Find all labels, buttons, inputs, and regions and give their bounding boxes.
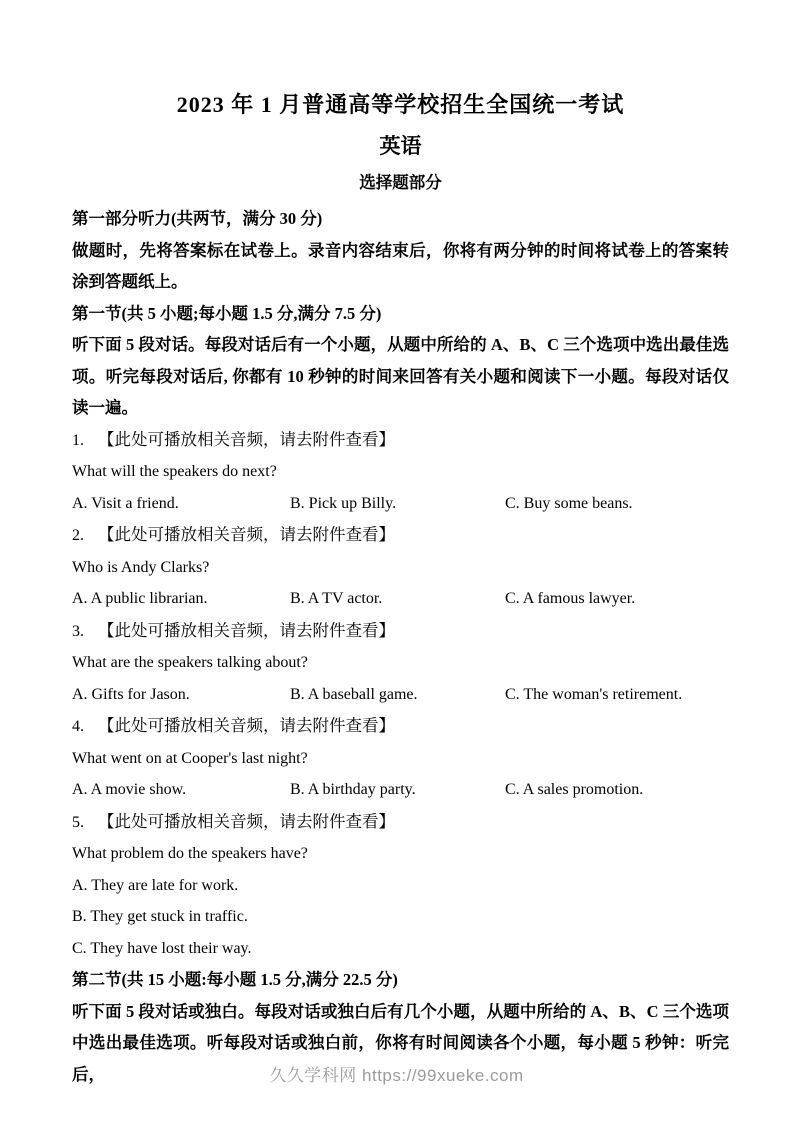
question-number: 5. — [72, 813, 84, 831]
watermark-text: 久久学科网 https://99xueke.com — [269, 1066, 524, 1085]
section1-heading: 第一节(共 5 小题;每小题 1.5 分,满分 7.5 分) — [72, 303, 382, 323]
question-3-options — [72, 679, 729, 711]
question-3-number-line — [72, 615, 729, 648]
question-number: 4. — [72, 718, 84, 735]
section1-instructions: 听下面 5 段对话。每段对话后有一个小题，从题中所给的 A、B、C 三个选项中选出最佳选项。听完每段对话后, 你都有 10 秒钟的时间来回答有关小题和阅读下一小题。每段对话仅读一遍。 — [72, 335, 729, 417]
audio-placeholder: 【此处可播放相关音频，请去附件查看】 — [98, 525, 395, 544]
question-text: What problem do the speakers have? — [72, 845, 308, 862]
question-2-options — [72, 583, 729, 615]
option-a: A. A movie show. — [72, 781, 187, 798]
option-a: A. They are late for work. — [72, 876, 239, 894]
option-b: B. They get stuck in traffic. — [72, 908, 248, 925]
exam-title: 2023 年 1 月普通高等学校招生全国统一考试 — [176, 92, 625, 117]
question-5 — [72, 806, 729, 965]
option-c: C. A sales promotion. — [505, 781, 644, 798]
exam-subject: 英语 — [379, 134, 422, 158]
option-a: A. Visit a friend. — [72, 494, 179, 512]
part1-heading: 第一部分听力(共两节，满分 30 分) — [72, 209, 323, 228]
part1-note: 做题时，先将答案标在试卷上。录音内容结束后，你将有两分钟的时间将试卷上的答案转涂到答题纸上。 — [72, 240, 729, 291]
option-c: C. They have lost their way. — [72, 939, 252, 957]
option-b: B. A birthday party. — [290, 781, 416, 798]
watermark-footer — [0, 1061, 793, 1086]
question-2 — [72, 519, 729, 615]
question-1-options — [72, 488, 729, 520]
audio-placeholder: 【此处可播放相关音频，请去附件查看】 — [98, 429, 395, 449]
question-4-number-line — [72, 710, 729, 743]
question-number: 1. — [72, 431, 84, 449]
question-5-number-line — [72, 806, 729, 839]
option-c: C. The woman's retirement. — [505, 685, 683, 703]
question-4 — [72, 710, 729, 806]
question-2-number-line — [72, 519, 729, 552]
choice-section-label: 选择题部分 — [359, 173, 442, 192]
question-text: What will the speakers do next? — [72, 463, 277, 480]
option-b: B. Pick up Billy. — [290, 494, 397, 512]
question-text: Who is Andy Clarks? — [72, 558, 210, 576]
question-text: What went on at Cooper's last night? — [72, 749, 308, 767]
option-c: C. Buy some beans. — [505, 494, 633, 512]
question-number: 3. — [72, 622, 84, 640]
option-a: A. Gifts for Jason. — [72, 685, 190, 703]
question-5-options — [72, 870, 729, 965]
option-b: B. A TV actor. — [290, 590, 383, 607]
option-c: C. A famous lawyer. — [505, 590, 636, 607]
audio-placeholder: 【此处可播放相关音频，请去附件查看】 — [98, 620, 395, 640]
audio-placeholder: 【此处可播放相关音频，请去附件查看】 — [98, 716, 395, 735]
option-a: A. A public librarian. — [72, 590, 208, 607]
audio-placeholder: 【此处可播放相关音频，请去附件查看】 — [98, 811, 395, 831]
exam-header — [72, 90, 729, 194]
option-b: B. A baseball game. — [290, 685, 418, 703]
question-number: 2. — [72, 527, 84, 544]
section2-instructions: 听下面 5 段对话或独白。每段对话或独白后有几个小题，从题中所给的 A、B、C 三个选项中选出最佳选项。听每段对话或独白前，你将有时间阅读各个小题，每小题 5 秒钟：听完后， — [72, 1001, 729, 1084]
question-3 — [72, 615, 729, 711]
question-1 — [72, 424, 729, 520]
question-4-options — [72, 774, 729, 806]
exam-body — [72, 203, 729, 1090]
question-1-number-line — [72, 424, 729, 457]
question-text: What are the speakers talking about? — [72, 654, 308, 671]
section2-heading: 第二节(共 15 小题:每小题 1.5 分,满分 22.5 分) — [72, 970, 398, 989]
